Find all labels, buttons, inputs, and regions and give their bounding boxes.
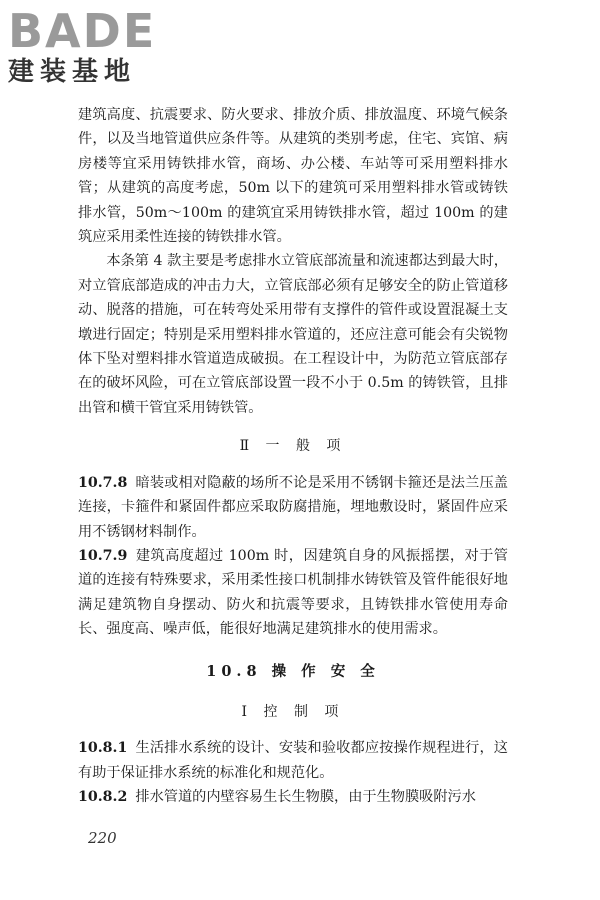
subheading-general-items: Ⅱ 一 般 项 bbox=[239, 438, 347, 455]
paragraph-clause-4: 本条第 4 款主要是考虑排水立管底部流量和流速都达到最大时，对立管底部造成的冲击力大，立管底部必须有足够安全的防止管道移动、脱落的措施，可在转弯处采用带有支撑件的管件或设置混凝土支墩进行固定；特别是采用塑料排水管道的，还应注意可能会有尖锐物体下坠对塑料排水管道造成破损。在工程设计中，为防范立管底部存在的破坏风险，可在立管底部设置一段不小于 0.5m 的铸铁管，且排出管和横干管宜采用铸铁管。 bbox=[78, 253, 508, 416]
clause-10-8-2 bbox=[78, 785, 508, 809]
clause-10-7-8 bbox=[78, 471, 508, 544]
paragraph-continued: 建筑高度、抗震要求、防火要求、排放介质、排放温度、环境气候条件，以及当地管道供应条件等。从建筑的类别考虑，住宅、宾馆、病房楼等宜采用铸铁排水管，商场、办公楼、车站等可采用塑料排水管；从建筑的高度考虑，50m 以下的建筑可采用塑料排水管或铸铁排水管，50m～100m 的建筑宜采用铸铁排水管，超过 100m 的建筑应采用柔性连接的铸铁排水管。 bbox=[78, 107, 508, 246]
clause-text: 排水管道的内壁容易生长生物膜，由于生物膜吸附污水 bbox=[135, 789, 476, 806]
clause-10-8-1 bbox=[78, 736, 508, 785]
logo bbox=[8, 6, 188, 88]
page-number: 220 bbox=[88, 829, 117, 847]
clause-number: 10.8.2 bbox=[78, 789, 128, 806]
clause-text: 生活排水系统的设计、安装和验收都应按操作规程进行，这有助于保证排水系统的标准化和规范化。 bbox=[78, 740, 508, 781]
clause-text: 暗装或相对隐蔽的场所不论是采用不锈钢卡箍还是法兰压盖连接，卡箍件和紧固件都应采取防腐措施，埋地敷设时，紧固件应采用不锈钢材料制作。 bbox=[78, 474, 508, 540]
clause-number: 10.7.9 bbox=[78, 547, 128, 564]
clause-text: 建筑高度超过 100m 时，因建筑自身的风振摇摆，对于管道的连接有特殊要求，采用柔性接口机制排水铸铁管及管件能很好地满足建筑物自身摆动、防火和抗震等要求，且铸铁排水管使用寿命长、强度高、噪声低，能很好地满足建筑排水的使用需求。 bbox=[78, 547, 508, 638]
logo-wordmark: BADE bbox=[8, 4, 157, 58]
clause-10-7-9 bbox=[78, 544, 508, 642]
clause-number: 10.7.8 bbox=[78, 474, 128, 491]
logo-subtitle: 建装基地 bbox=[8, 57, 137, 87]
document-body bbox=[78, 103, 508, 810]
section-heading: 10.8 操 作 安 全 bbox=[206, 662, 380, 680]
subheading-control-items: Ⅰ 控 制 项 bbox=[241, 703, 345, 720]
clause-number: 10.8.1 bbox=[78, 740, 128, 757]
